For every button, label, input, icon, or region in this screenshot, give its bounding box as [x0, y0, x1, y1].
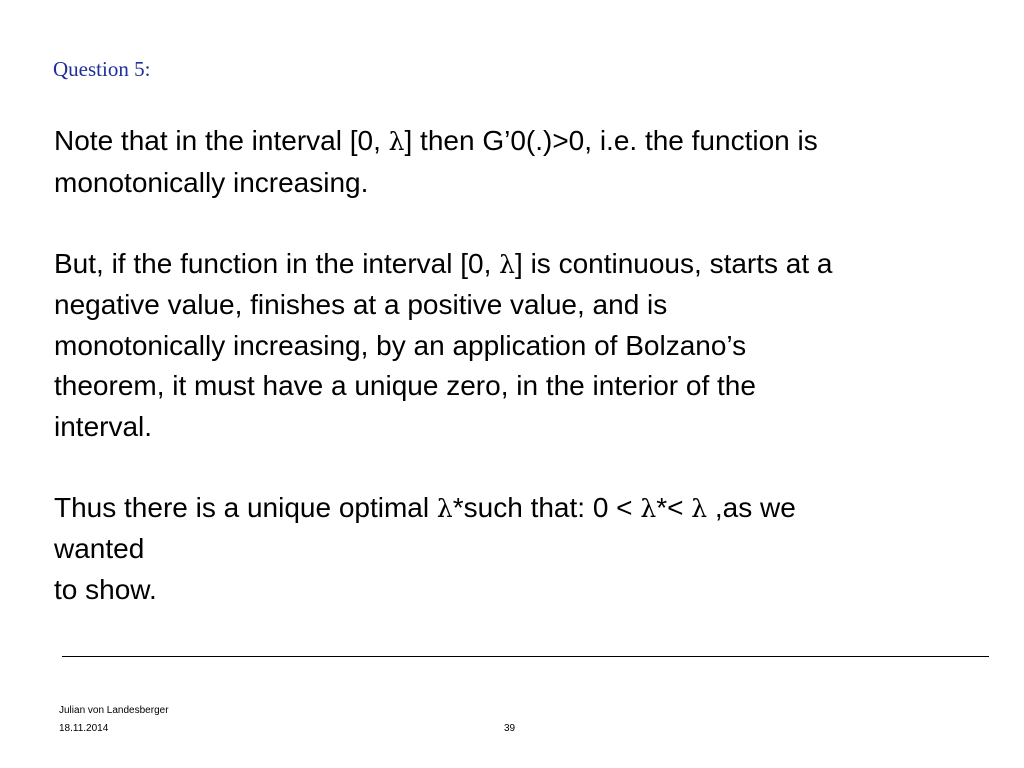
text-line — [54, 326, 1016, 367]
lambda-symbol: λ — [640, 493, 657, 523]
text-line — [54, 163, 1016, 204]
text-line — [54, 570, 1016, 611]
lambda-symbol: λ — [691, 493, 708, 523]
text-line — [54, 407, 1016, 448]
text-segment: *such that: 0 < — [452, 491, 641, 523]
text-line — [54, 244, 1016, 286]
footer-date: 18.11.2014 — [59, 723, 109, 734]
text-segment: *< — [656, 491, 692, 523]
page-number: 39 — [504, 723, 516, 734]
text-segment: ] is continuous, starts at a — [515, 247, 833, 279]
lambda-symbol: λ — [388, 127, 405, 156]
text-segment: Thus there is a unique optimal — [54, 491, 437, 523]
footer-author: Julian von Landesberger — [59, 705, 169, 716]
paragraph-conclusion — [54, 488, 1016, 611]
text-segment: monotonically increasing, by an application of Bolzano’s — [54, 329, 747, 361]
text-line — [54, 488, 1016, 530]
slide-body — [54, 121, 1016, 610]
text-segment: Note that in the interval [0, — [54, 125, 389, 156]
text-line — [54, 529, 1016, 570]
lambda-symbol: λ — [436, 493, 453, 523]
text-segment: theorem, it must have a unique zero, in the interior of the — [54, 370, 756, 401]
text-segment: ,as we — [707, 491, 796, 523]
text-segment: to show. — [54, 573, 157, 605]
lambda-symbol: λ — [499, 249, 516, 279]
footer-divider — [62, 656, 989, 657]
text-segment: wanted — [54, 533, 145, 564]
paragraph-bolzano-argument — [54, 244, 1016, 448]
text-segment: interval. — [54, 410, 153, 442]
text-segment: But, if the function in the interval [0, — [54, 247, 500, 279]
text-segment: monotonically increasing. — [54, 166, 369, 198]
text-line — [54, 366, 1016, 407]
text-line — [54, 285, 1016, 326]
text-segment: ] then G’0(.)>0, i.e. the function is — [404, 125, 818, 156]
slide-title: Question 5: — [53, 57, 151, 81]
paragraph-monotonic-note — [54, 121, 1016, 203]
text-segment: negative value, finishes at a positive value, and is — [54, 289, 668, 320]
text-line — [54, 121, 1016, 163]
